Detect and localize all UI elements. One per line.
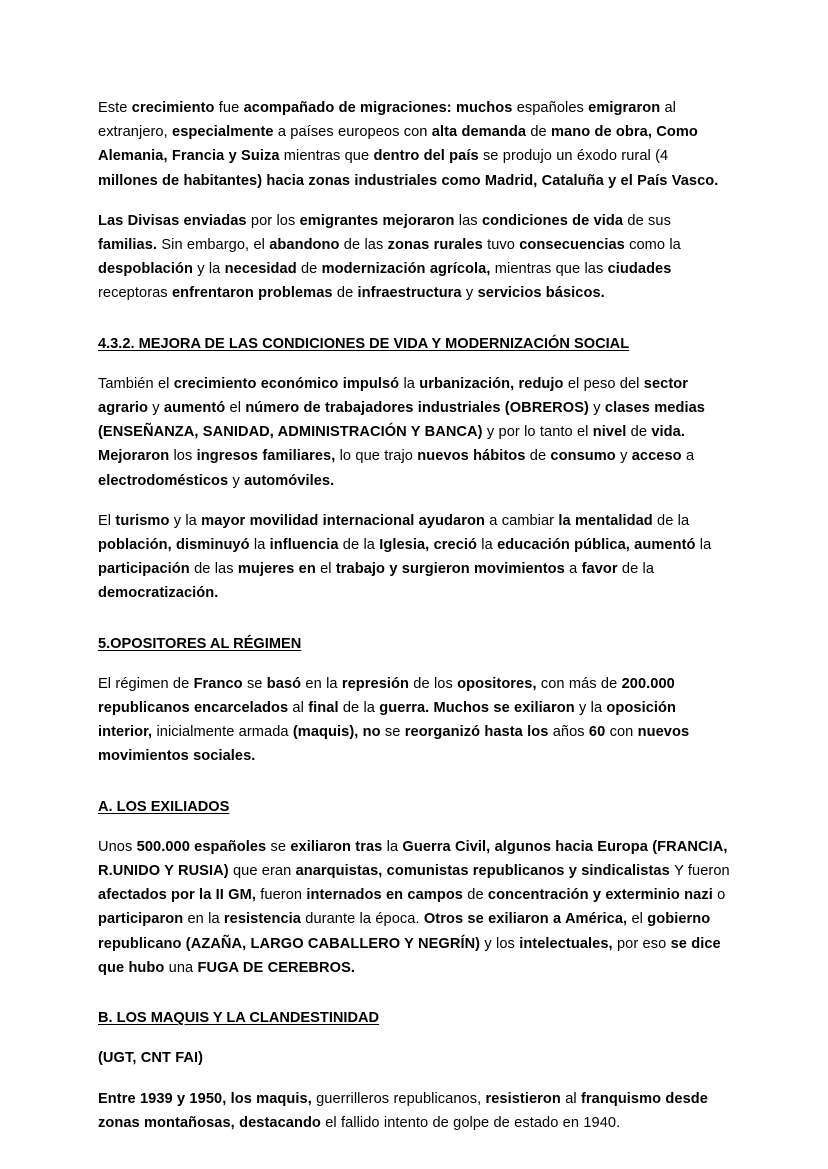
bold-text-run: sector agrario xyxy=(98,375,689,417)
bold-text-run: oposición interior, xyxy=(98,700,676,741)
bold-text-run: represión xyxy=(341,675,414,692)
text-run: el xyxy=(320,561,336,578)
body-paragraph xyxy=(98,209,732,306)
text-run: en la xyxy=(305,675,342,692)
text-run: al xyxy=(565,1090,581,1107)
text-run: se xyxy=(384,724,405,741)
bold-text-run: 200.000 republicanos encarcelados xyxy=(98,675,675,717)
section-heading: B. LOS MAQUIS Y LA CLANDESTINIDAD xyxy=(98,1010,380,1027)
bold-text-run: trabajo y surgieron movimientos xyxy=(335,561,570,578)
bold-text-run: Guerra Civil, algunos hacia Europa (FRANCIA, R.UNIDO Y RUSIA) xyxy=(98,838,728,880)
text-run: y la xyxy=(173,512,202,529)
bold-text-run: consecuencias xyxy=(519,237,630,254)
body-paragraph xyxy=(98,835,732,980)
body-paragraph xyxy=(98,509,732,606)
text-run: de la xyxy=(342,537,380,554)
bold-text-run: nuevos movimientos sociales. xyxy=(98,724,690,765)
bold-text-run: reorganizó hasta los xyxy=(404,724,553,741)
bold-text-run: Franco xyxy=(193,675,247,692)
bold-text-run: democratización. xyxy=(98,585,219,602)
text-run: de las xyxy=(343,237,388,254)
text-run: de los xyxy=(413,675,458,692)
section-heading: A. LOS EXILIADOS xyxy=(98,798,230,815)
text-run: se produjo un éxodo rural (4 xyxy=(482,148,669,165)
text-run: la xyxy=(481,537,498,554)
text-run: se xyxy=(270,838,291,855)
text-run: y por lo tanto el xyxy=(486,424,593,441)
bold-text-run: resistencia xyxy=(223,911,306,928)
bold-text-run: resistieron xyxy=(485,1090,566,1107)
text-run: Unos xyxy=(98,838,137,855)
text-run: a países europeos con xyxy=(277,124,432,141)
text-run: El xyxy=(98,512,116,529)
text-run: los xyxy=(173,448,197,465)
body-paragraph xyxy=(98,672,732,769)
bold-text-run: enfrentaron problemas xyxy=(171,285,337,302)
bold-text-run: número de trabajadores industriales (OBREROS) xyxy=(245,400,594,417)
bold-text-run: emigrantes mejoraron xyxy=(299,212,459,229)
bold-text-run: infraestructura xyxy=(357,285,466,302)
bold-text-run: urbanización, redujo xyxy=(419,375,568,392)
bold-text-run: Entre 1939 y 1950, los maquis, xyxy=(98,1090,317,1107)
text-run: de la xyxy=(657,512,690,529)
text-run: mientras que las xyxy=(494,261,608,278)
text-run: guerrilleros republicanos, xyxy=(316,1090,486,1107)
text-run: inicialmente armada xyxy=(156,724,293,741)
section-heading-wrapper xyxy=(98,322,732,372)
text-run: o xyxy=(717,887,726,904)
bold-text-run: especialmente xyxy=(172,124,278,141)
bold-text-run: 500.000 españoles xyxy=(136,838,271,855)
text-run: y xyxy=(620,448,632,465)
text-run: fueron xyxy=(260,887,307,904)
bold-text-run: exiliaron tras xyxy=(290,838,387,855)
text-run: como la xyxy=(629,237,681,254)
bold-text-run: emigraron xyxy=(588,100,665,116)
bold-text-run: Otros se exiliaron a América, xyxy=(423,911,632,928)
text-run: Y fueron xyxy=(674,863,730,880)
bold-text-run: franquismo desde zonas montañosas, destacando xyxy=(98,1090,708,1131)
bold-text-run: influencia xyxy=(269,537,343,554)
text-run: y xyxy=(465,285,478,302)
document-body xyxy=(98,96,732,1135)
text-run: mientras que xyxy=(283,148,374,165)
text-run: el fallido intento de golpe de estado en 1940. xyxy=(325,1114,621,1131)
bold-text-run: Iglesia, creció xyxy=(379,537,482,554)
text-run: de xyxy=(630,424,652,441)
bold-text-run: internados en campos xyxy=(306,887,468,904)
bold-text-run: guerra. Muchos se exiliaron xyxy=(379,700,579,717)
bold-text-run: ciudades xyxy=(607,261,672,278)
bold-text-run: participación xyxy=(98,561,195,578)
bold-text-run: vida. Mejoraron xyxy=(98,424,685,465)
text-run: y xyxy=(593,400,605,417)
text-run: y xyxy=(152,400,164,417)
text-run: una xyxy=(168,959,198,976)
bold-text-run: gobierno republicano (AZAÑA, LARGO CABALLERO Y NEGRÍN) xyxy=(98,911,711,952)
bold-text-run: basó xyxy=(266,675,306,692)
bold-text-run: servicios básicos. xyxy=(477,285,605,302)
text-run: receptoras xyxy=(98,285,172,302)
text-run: Este xyxy=(98,100,132,116)
bold-text-run: la mentalidad xyxy=(558,512,658,529)
section-heading: 4.3.2. MEJORA DE LAS CONDICIONES DE VIDA Y MODERNIZACIÓN SOCIAL xyxy=(98,335,630,352)
bold-text-run: dentro del país xyxy=(373,148,483,165)
bold-text-run: despoblación xyxy=(98,261,198,278)
text-run: lo que trajo xyxy=(339,448,418,465)
bold-text-run: concentración y exterminio nazi xyxy=(487,887,718,904)
text-run: la xyxy=(253,537,270,554)
bold-text-run: (maquis), no xyxy=(292,724,385,741)
text-run: la xyxy=(386,838,403,855)
text-run: y la xyxy=(579,700,607,717)
bold-text-run: intelectuales, xyxy=(519,935,617,952)
text-run: de la xyxy=(342,700,380,717)
body-paragraph xyxy=(98,1087,732,1135)
text-run: de xyxy=(467,887,488,904)
bold-text-run: crecimiento xyxy=(131,100,219,116)
bold-text-run: ingresos familiares, xyxy=(196,448,340,465)
text-run: la xyxy=(403,375,420,392)
text-run: al xyxy=(292,700,309,717)
text-run: al extranjero, xyxy=(98,100,676,141)
section-heading: 5.OPOSITORES AL RÉGIMEN xyxy=(98,635,302,652)
bold-text-run: turismo xyxy=(115,512,174,529)
bold-text-run: modernización agrícola, xyxy=(321,261,495,278)
bold-text-run: millones de habitantes) hacia zonas industriales como Madrid, Cataluña y el País Vasco. xyxy=(98,172,719,189)
bold-text-run: afectados por la II GM, xyxy=(98,887,261,904)
text-run: de xyxy=(336,285,358,302)
section-heading-wrapper xyxy=(98,996,732,1046)
bold-text-run: automóviles. xyxy=(244,472,335,489)
bold-text-run: condiciones de vida xyxy=(481,212,628,229)
bold-text-run: consumo xyxy=(550,448,621,465)
bold-text-run: se dice que hubo xyxy=(98,935,721,976)
text-run: la xyxy=(699,537,712,554)
bold-text-run: anarquistas, comunistas republicanos y sindicalistas xyxy=(295,863,675,880)
text-run: Sin embargo, el xyxy=(161,237,270,254)
text-run: de xyxy=(300,261,322,278)
text-run: se xyxy=(246,675,267,692)
bold-text-run: educación pública, aumentó xyxy=(497,537,700,554)
bold-text-run: mano de obra, Como Alemania, Francia y Suiza xyxy=(98,124,698,165)
text-run: las xyxy=(458,212,482,229)
text-run: de las xyxy=(194,561,238,578)
text-run: de xyxy=(530,124,551,141)
bold-text-run: aumentó xyxy=(163,400,230,417)
text-run: tuvo xyxy=(487,237,520,254)
text-run: fue xyxy=(218,100,244,116)
body-paragraph xyxy=(98,96,732,193)
body-paragraph xyxy=(98,372,732,493)
text-run: españoles xyxy=(516,100,589,116)
bold-text-run: favor xyxy=(581,561,622,578)
text-run: a xyxy=(569,561,582,578)
text-run: por los xyxy=(250,212,300,229)
bold-text-run: clases medias (ENSEÑANZA, SANIDAD, ADMINISTRACIÓN Y BANCA) xyxy=(98,400,705,441)
bold-text-run: crecimiento económico impulsó xyxy=(173,375,404,392)
text-run: y los xyxy=(484,935,520,952)
bold-text-run: FUGA DE CEREBROS. xyxy=(197,959,355,976)
bold-text-run: opositores, xyxy=(457,675,541,692)
text-run: de la xyxy=(621,561,655,578)
bold-text-run: nuevos hábitos xyxy=(417,448,530,465)
text-run: que eran xyxy=(232,863,296,880)
body-paragraph xyxy=(98,1046,732,1070)
bold-text-run: necesidad xyxy=(224,261,301,278)
text-run: el peso del xyxy=(567,375,644,392)
bold-text-run: participaron xyxy=(98,911,188,928)
bold-text-run: zonas rurales xyxy=(387,237,488,254)
bold-text-run: población, disminuyó xyxy=(98,537,254,554)
bold-text-run: Las Divisas enviadas xyxy=(98,212,251,229)
bold-text-run: nivel xyxy=(592,424,631,441)
text-run: el xyxy=(631,911,648,928)
bold-text-run: alta demanda xyxy=(431,124,531,141)
section-heading-wrapper xyxy=(98,622,732,672)
text-run: de sus xyxy=(627,212,671,229)
text-run: el xyxy=(229,400,246,417)
text-run: y la xyxy=(197,261,225,278)
bold-text-run: acompañado de migraciones: muchos xyxy=(243,100,517,116)
text-run: por eso xyxy=(616,935,671,952)
text-run: También el xyxy=(98,375,174,392)
bold-text-run: mujeres en xyxy=(237,561,321,578)
bold-text-run: mayor movilidad internacional ayudaron xyxy=(201,512,490,529)
bold-text-run: acceso xyxy=(631,448,686,465)
text-run: con más de xyxy=(540,675,622,692)
bold-text-run: familias. xyxy=(98,237,162,254)
text-run: años xyxy=(552,724,589,741)
text-run: de xyxy=(529,448,551,465)
text-run: en la xyxy=(187,911,224,928)
bold-text-run: abandono xyxy=(269,237,344,254)
text-run: a xyxy=(685,448,695,465)
bold-text-run: (UGT, CNT FAI) xyxy=(98,1050,204,1067)
bold-text-run: 60 xyxy=(588,724,610,741)
bold-text-run: final xyxy=(308,700,343,717)
text-run: El régimen de xyxy=(98,675,194,692)
text-run: con xyxy=(609,724,638,741)
bold-text-run: electrodomésticos xyxy=(98,472,233,489)
text-run: durante la época. xyxy=(305,911,424,928)
text-run: y xyxy=(232,472,245,489)
text-run: a cambiar xyxy=(489,512,559,529)
section-heading-wrapper xyxy=(98,785,732,835)
